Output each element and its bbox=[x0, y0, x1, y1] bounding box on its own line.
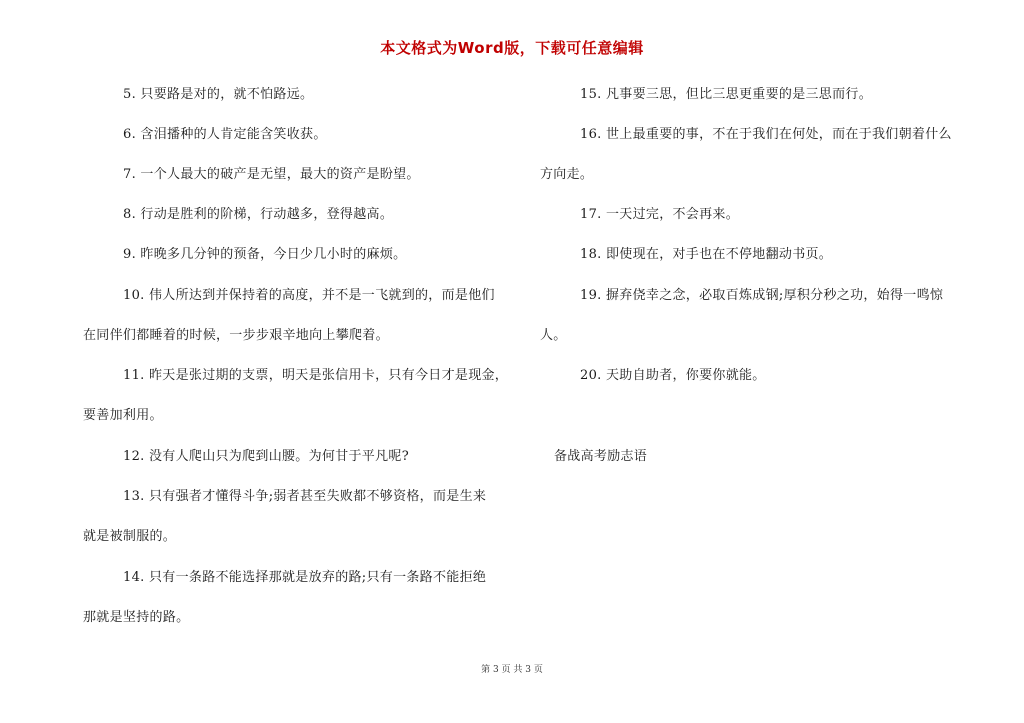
section-heading: 备战高考励志语 bbox=[554, 449, 648, 464]
text-line: 方向走。 bbox=[540, 167, 594, 182]
text-line: 人。 bbox=[540, 328, 567, 343]
text-line: 17. 一天过完，不会再来。 bbox=[580, 207, 740, 222]
document-header-title: 本文格式为Word版，下载可任意编辑 bbox=[380, 39, 644, 57]
text-line: 5. 只要路是对的，就不怕路远。 bbox=[123, 87, 314, 102]
text-line: 12. 没有人爬山只为爬到山腰。为何甘于平凡呢? bbox=[123, 449, 409, 464]
text-line: 那就是坚持的路。 bbox=[83, 610, 190, 625]
text-line: 20. 天助自助者，你要你就能。 bbox=[580, 368, 766, 383]
text-line: 19. 摒弃侥幸之念，必取百炼成钢;厚积分秒之功，始得一鸣惊 bbox=[580, 288, 944, 303]
text-line: 要善加利用。 bbox=[83, 408, 163, 423]
text-line: 16. 世上最重要的事，不在于我们在何处，而在于我们朝着什么 bbox=[580, 127, 952, 142]
text-line: 9. 昨晚多几分钟的预备，今日少几小时的麻烦。 bbox=[123, 247, 407, 262]
text-line: 11. 昨天是张过期的支票，明天是张信用卡，只有今日才是现金， bbox=[123, 368, 509, 383]
text-line: 6. 含泪播种的人肯定能含笑收获。 bbox=[123, 127, 327, 142]
text-line: 在同伴们都睡着的时候，一步步艰辛地向上攀爬着。 bbox=[83, 328, 389, 343]
text-line: 7. 一个人最大的破产是无望，最大的资产是盼望。 bbox=[123, 167, 420, 182]
text-line: 8. 行动是胜利的阶梯，行动越多，登得越高。 bbox=[123, 207, 394, 222]
text-line: 10. 伟人所达到并保持着的高度，并不是一飞就到的，而是他们 bbox=[123, 288, 495, 303]
text-line: 14. 只有一条路不能选择那就是放弃的路;只有一条路不能拒绝 bbox=[123, 570, 487, 585]
text-line: 18. 即使现在，对手也在不停地翻动书页。 bbox=[580, 247, 833, 262]
text-line: 就是被制服的。 bbox=[83, 529, 177, 544]
page-number: 第 3 页 共 3 页 bbox=[481, 665, 543, 675]
text-line: 15. 凡事要三思，但比三思更重要的是三思而行。 bbox=[580, 87, 873, 102]
text-line: 13. 只有强者才懂得斗争;弱者甚至失败都不够资格，而是生来 bbox=[123, 489, 487, 504]
